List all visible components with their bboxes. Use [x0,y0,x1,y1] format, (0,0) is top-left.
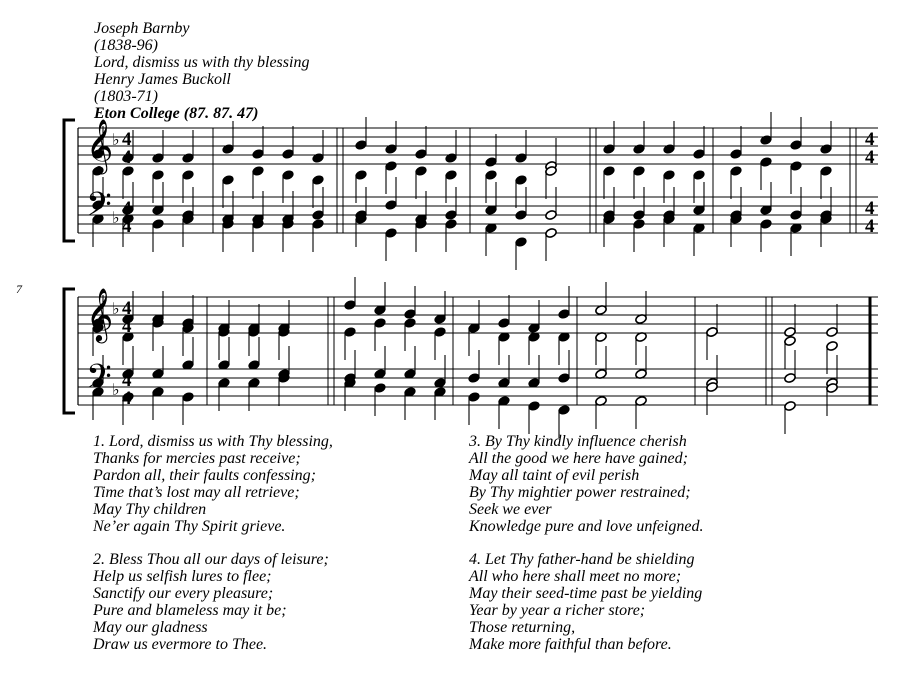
note-head [182,169,195,180]
verse-line: All who here shall meet no more; [469,568,682,586]
note-head [374,382,387,393]
treble-clef-icon: 𝄞 [86,118,114,172]
note-head [498,317,511,328]
note-head [312,218,325,229]
note-head [820,165,833,176]
notes [92,112,839,438]
verse-line: Pure and blameless may it be; [93,602,287,620]
note-head [545,209,558,220]
note-head [415,148,428,159]
note-head [826,326,839,337]
verse-3 [469,434,703,535]
verse-line: Those returning, [469,618,576,636]
note-head [312,152,325,163]
note-head [558,372,571,383]
bass-clef-icon: 𝄢 [86,358,112,404]
time-signature-top: 4 [122,198,132,219]
note-head [445,218,458,229]
system-bracket [64,120,75,241]
note-head [633,209,646,220]
time-signature-top: 4 [865,129,875,150]
verse-1 [93,434,333,535]
note-head [355,169,368,180]
note-head [404,317,417,328]
note-head [282,169,295,180]
note-head [152,218,165,229]
note-head [784,372,797,383]
verses-left-column [93,434,333,671]
verse-line: 2. Bless Thou all our days of leisure; [93,551,329,569]
measure-number: 7 [16,282,22,296]
time-signature-bottom: 4 [865,216,875,237]
note-head [663,169,676,180]
note-head [515,174,528,185]
note-head [528,400,541,411]
staff-lines [78,128,878,405]
note-head [790,209,803,220]
verse-line: May Thy children [93,500,207,518]
flat-icon: ♭ [112,208,120,227]
note-head [222,174,235,185]
note-head [693,169,706,180]
verse-line: Sanctify our every pleasure; [93,585,274,603]
time-signature-top: 4 [122,298,132,319]
time-signature-bottom: 4 [122,147,132,168]
note-head [445,209,458,220]
note-head [730,165,743,176]
note-head [784,335,797,346]
verse-line: Ne’er again Thy Spirit grieve. [93,517,286,535]
note-head [415,165,428,176]
verse-line: Pardon all, their faults confessing; [93,466,316,484]
verse-line: Year by year a richer store; [469,602,646,620]
note-head [485,169,498,180]
time-signature-top: 4 [122,129,132,150]
verse-4 [469,552,703,653]
note-head [385,160,398,171]
note-head [445,152,458,163]
note-head [545,227,558,238]
verse-line: By Thy mightier power restrained; [469,483,691,501]
note-head [312,209,325,220]
verse-line: Time that’s lost may all retrieve; [93,483,300,501]
note-head [603,143,616,154]
verse-2 [93,552,333,653]
time-signature-bottom: 4 [122,216,132,237]
note-head [344,299,357,310]
note-head [760,218,773,229]
system-bracket [64,289,75,413]
clefs-and-signatures [86,118,875,409]
note-head [252,148,265,159]
bass-clef-icon: 𝄢 [86,186,112,232]
verse-line: Thanks for mercies past receive; [93,449,301,467]
note-head [693,148,706,159]
note-head [790,139,803,150]
note-head [826,340,839,351]
time-signature-bottom: 4 [122,388,132,409]
verse-line: Seek we ever [469,500,552,518]
note-head [603,165,616,176]
verse-line: Draw us evermore to Thee. [93,635,268,653]
note-head [344,326,357,337]
note-head [485,156,498,167]
hymn-title: Lord, dismiss us with thy blessing [94,54,310,71]
note-head [515,209,528,220]
composer-dates: (1838-96) [94,37,158,54]
note-head [515,236,528,247]
note-head [282,148,295,159]
note-head [730,148,743,159]
note-head [385,143,398,154]
note-head [784,400,797,411]
composer-name: Joseph Barnby [94,20,190,37]
note-head [434,326,447,337]
note-head [385,199,398,210]
time-signature-top: 4 [865,198,875,219]
note-head [152,169,165,180]
note-head [784,326,797,337]
note-head [706,326,719,337]
note-head [355,139,368,150]
note-head [633,143,646,154]
verse-line: 1. Lord, dismiss us with Thy blessing, [93,433,333,450]
flat-icon: ♭ [112,130,120,149]
note-head [445,169,458,180]
flat-icon: ♭ [112,380,120,399]
verses-right-column [469,434,703,671]
treble-clef-icon: 𝄞 [86,287,114,341]
note-head [790,160,803,171]
note-head [760,134,773,145]
note-head [468,372,481,383]
verse-line: May their seed-time past be yielding [469,585,703,603]
note-head [182,391,195,402]
verse-line: Help us selfish lures to flee; [93,568,272,586]
verse-line: Make more faithful than before. [469,635,672,653]
note-head [374,317,387,328]
flat-icon: ♭ [112,299,120,318]
note-head [760,156,773,167]
note-head [404,308,417,319]
author-dates: (1803-71) [94,88,158,105]
tune-name: Eton College (87. 87. 47) [94,105,259,122]
note-head [558,404,571,415]
verse-line: May all taint of evil perish [469,466,640,484]
author-name: Henry James Buckoll [94,71,231,88]
note-head [152,152,165,163]
verse-line: 3. By Thy kindly influence cherish [469,433,687,450]
time-signature-bottom: 4 [122,316,132,337]
time-signature-top: 4 [122,370,132,391]
note-head [558,308,571,319]
note-head [820,143,833,154]
note-head [252,165,265,176]
note-head [633,165,646,176]
verse-line: All the good we here have gained; [469,449,688,467]
verse-line: May our gladness [93,618,208,636]
note-head [385,227,398,238]
note-head [222,143,235,154]
note-head [663,143,676,154]
time-signature-bottom: 4 [865,147,875,168]
note-head [182,152,195,163]
verse-line: 4. Let Thy father-hand be shielding [469,551,695,569]
note-head [468,391,481,402]
verse-line: Knowledge pure and love unfeigned. [469,517,704,535]
note-head [515,152,528,163]
note-head [312,174,325,185]
note-head [633,218,646,229]
